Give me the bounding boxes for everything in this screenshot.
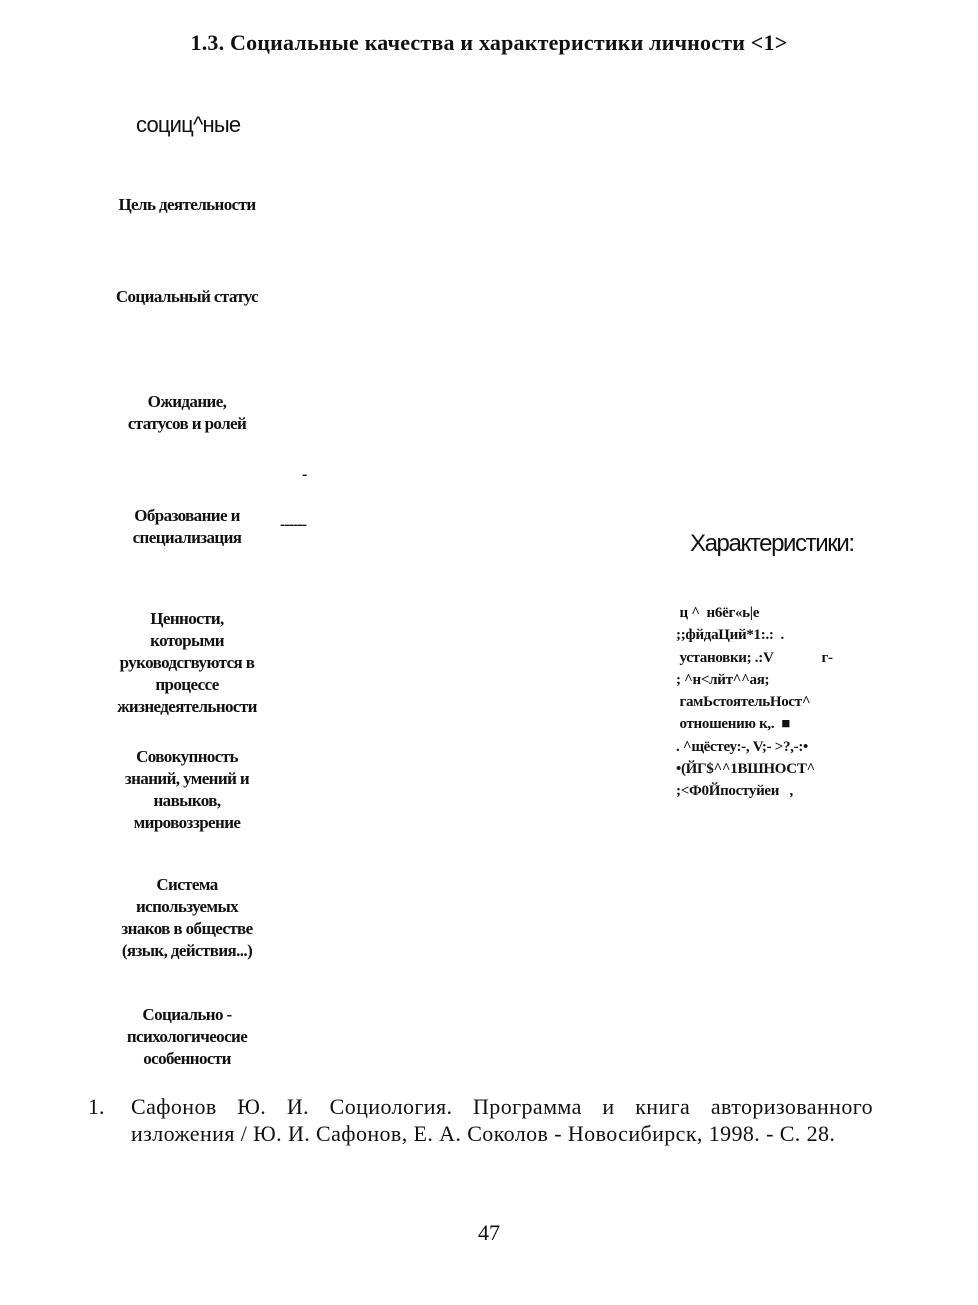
quality-status: Социальный статус bbox=[115, 287, 259, 306]
characteristics-heading: Характеристики: bbox=[690, 530, 854, 557]
characteristics-line: отношению к,. ■ bbox=[676, 716, 790, 733]
quality-knowledge: Совокупность знаний, умений и навыков, мировоззрение bbox=[124, 747, 250, 832]
characteristics-line: гамЬстоятельНост^ bbox=[676, 694, 811, 711]
quality-psych: Социально - психологичеосие особенности bbox=[126, 1005, 248, 1068]
section-title: 1.3. Социальные качества и характеристики личности <1> bbox=[190, 30, 788, 55]
footnote-number: 1. bbox=[88, 1094, 105, 1119]
characteristics-line: ; ^н<лйт^^ая; bbox=[676, 671, 770, 688]
quality-values: Ценности, которыми руководсгвуются в процессе жизнедеятельности bbox=[117, 609, 257, 716]
page-number: 47 bbox=[478, 1220, 500, 1245]
characteristics-line: ;;фйдаЦий*1:.: . bbox=[676, 627, 784, 644]
characteristics-line: ;<Ф0Йпостуйеи , bbox=[676, 783, 793, 800]
quality-signs: Система используемых знаков в обществе (язык, действия...) bbox=[121, 875, 253, 960]
quality-expectation: Ожидание, статусов и ролей bbox=[127, 392, 247, 433]
top-label: социц^ные bbox=[136, 112, 241, 137]
characteristics-list bbox=[676, 602, 896, 803]
dash-short: - bbox=[302, 466, 308, 483]
characteristics-line: . ^щёстеу:-, V;- >?,-:• bbox=[676, 738, 808, 755]
characteristics-line: •(ЙГ$^^1ВШНОСТ^ bbox=[676, 761, 815, 778]
characteristics-line: установки; .:V г- bbox=[676, 649, 833, 666]
quality-goal: Цель деятельности bbox=[118, 195, 256, 214]
dash-long: ------ bbox=[280, 516, 306, 533]
quality-education: Образование и специализация bbox=[132, 506, 242, 547]
footnote bbox=[88, 1093, 873, 1147]
footnote-text: Сафонов Ю. И. Социология. Программа и книга авторизованного изложения / Ю. И. Сафонов, Е. А. Соколов - Новосибирск, 1998. - С. 28. bbox=[131, 1094, 873, 1146]
characteristics-line: ц ^ н6ёг«ь|е bbox=[676, 605, 760, 621]
